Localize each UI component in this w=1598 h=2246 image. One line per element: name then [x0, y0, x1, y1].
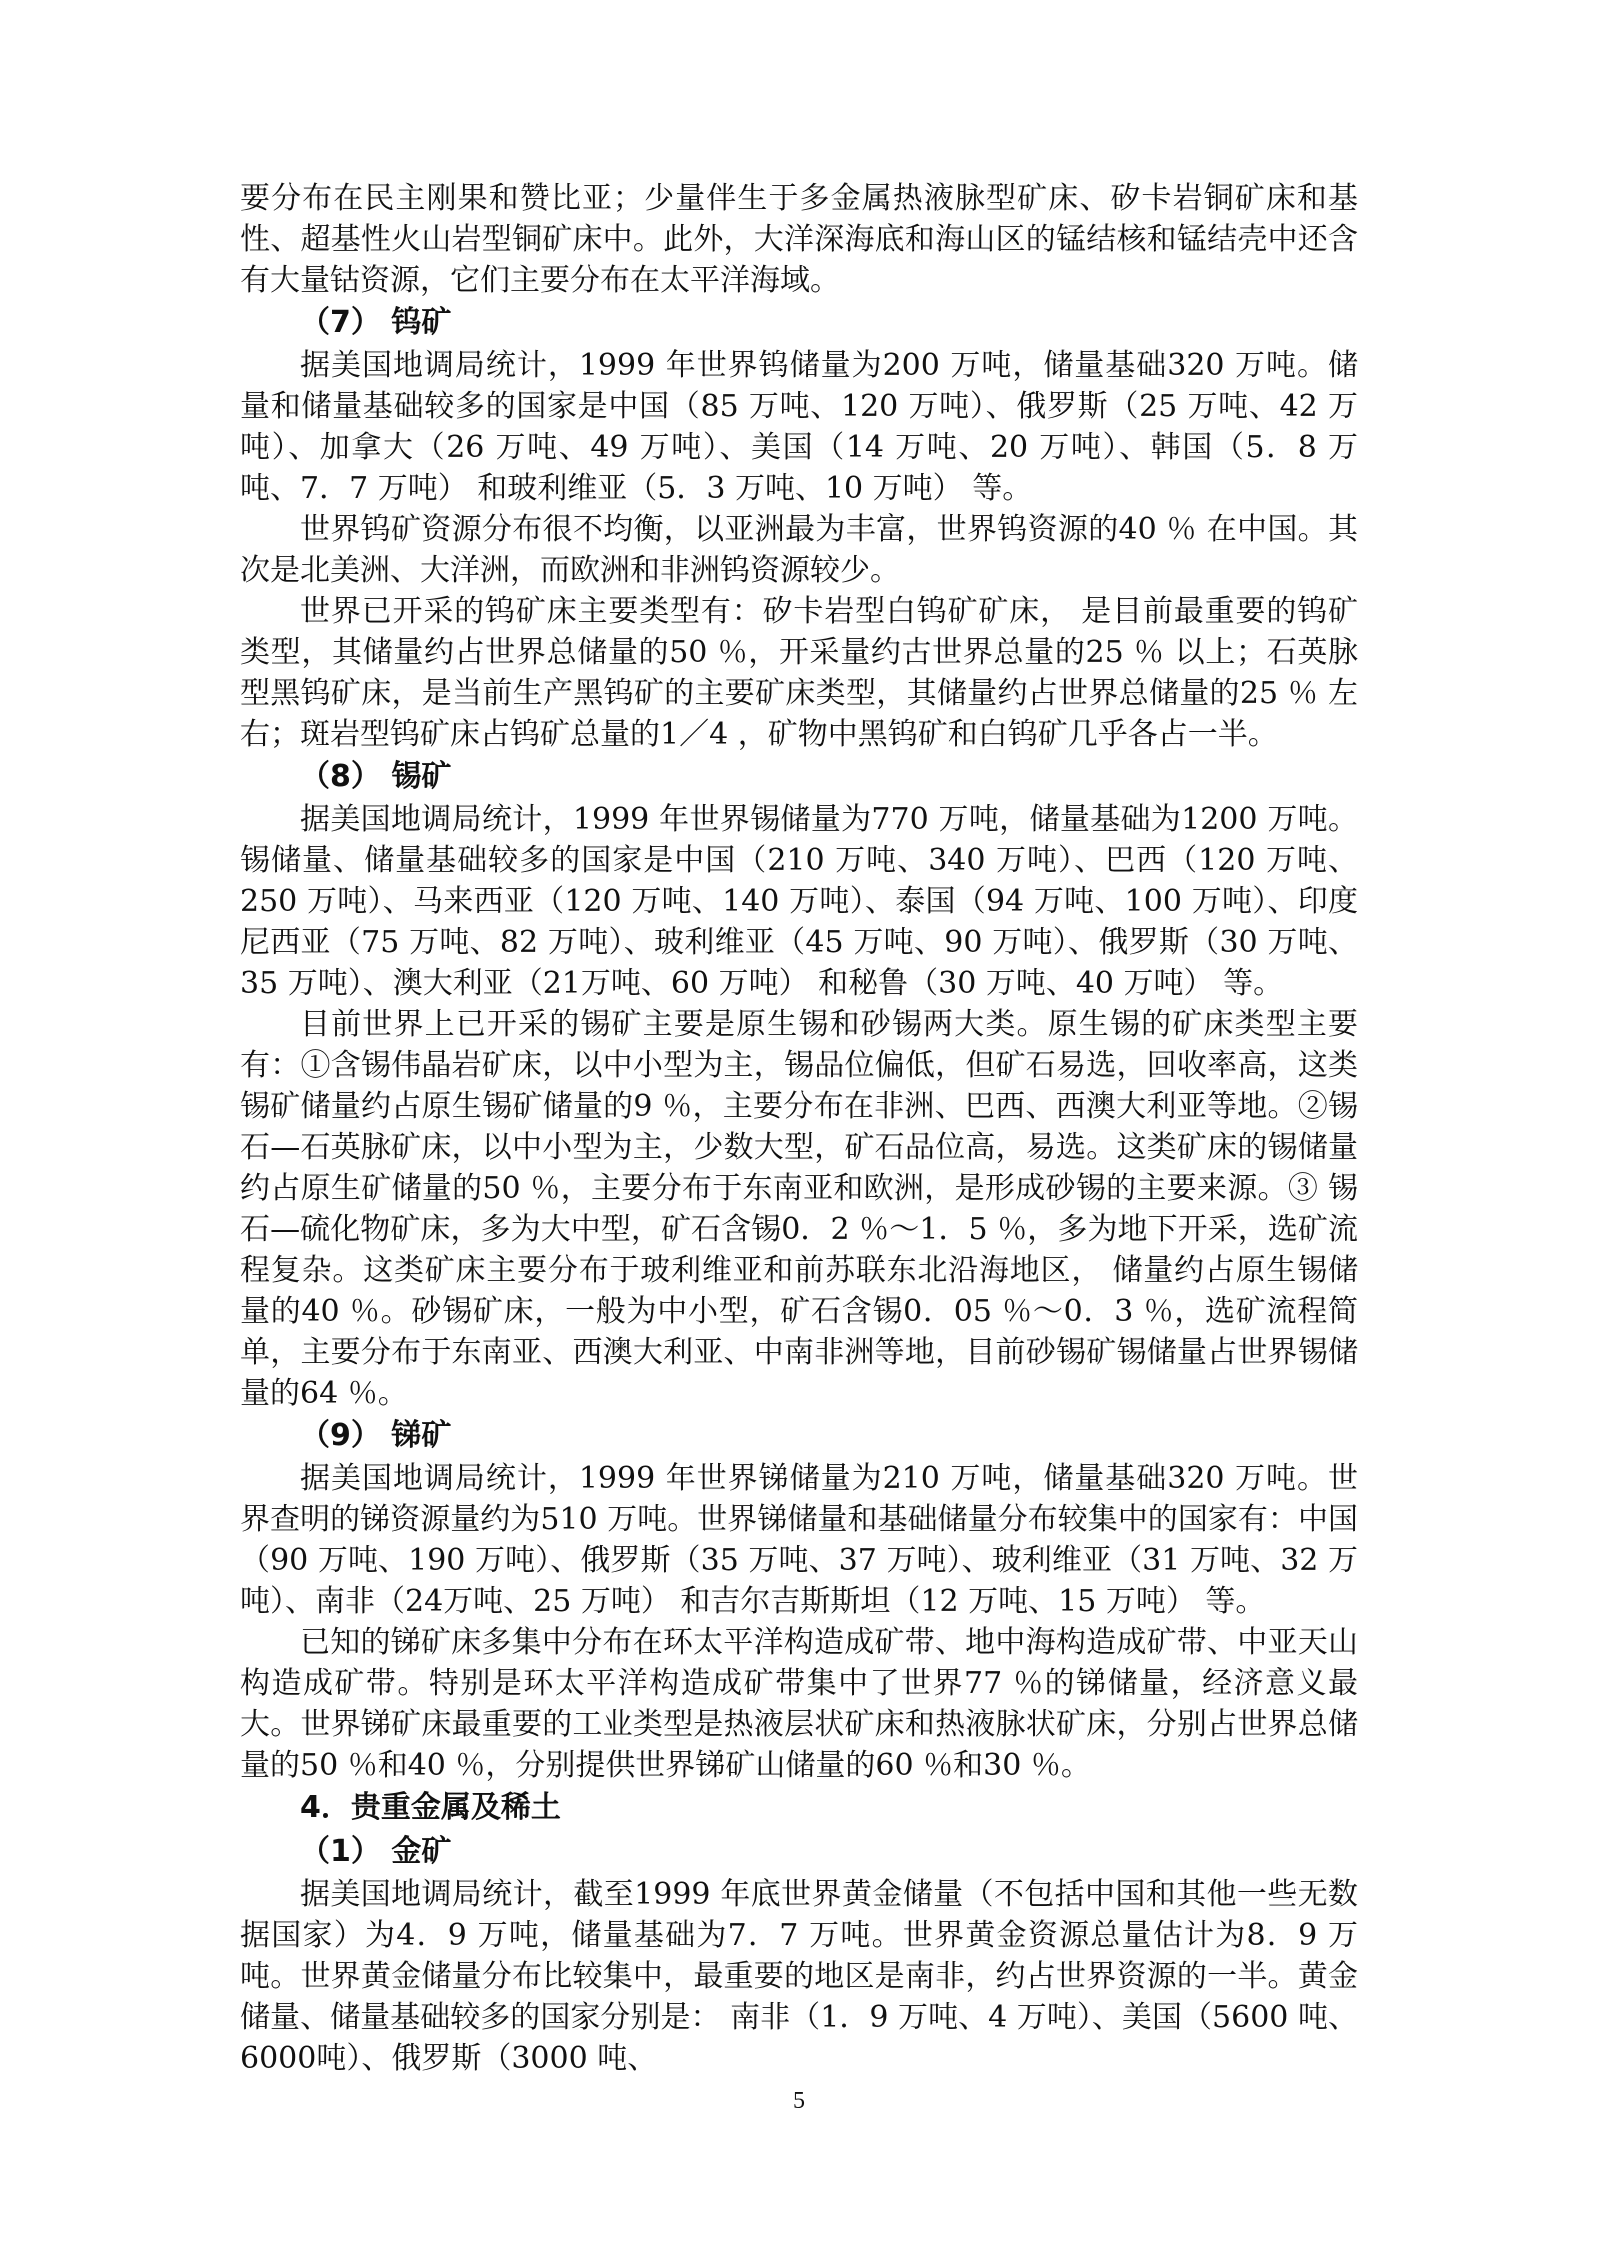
heading-gold: （1） 金矿 [300, 1834, 452, 1869]
paragraph-tin-deposit-types: 目前世界上已开采的锡矿主要是原生锡和砂锡两大类。原生锡的矿床类型主要有：①含锡伟晶岩矿床，以中小型为主，锡品位偏低，但矿石易选，回收率高，这类锡矿储量约占原生锡矿储量的9 ％，主要分布在非洲、巴西、西澳大利亚等地。②锡石—石英脉矿床，以中小型为主，少数大型，矿石品位高，易选。这类矿床的锡储量约占原生矿储量的50 ％，主要分布于东南亚和欧洲，是形成砂锡的主要来源。③ 锡石—硫化物矿床，多为大中型，矿石含锡0．2 ％～1．5 ％，多为地下开采，选矿流程复杂。这类矿床主要分布于玻利维亚和前苏联东北沿海地区， 储量约占原生锡储量的40 ％。砂锡矿床，一般为中小型，矿石含锡0．05 ％～0．3 ％，选矿流程简单，主要分布于东南亚、西澳大利亚、中南非洲等地，目前砂锡矿锡储量占世界锡储量的64 ％。 [240, 1007, 1358, 1411]
paragraph-tungsten-reserves: 据美国地调局统计，1999 年世界钨储量为200 万吨，储量基础320 万吨。储量和储量基础较多的国家是中国（85 万吨、120 万吨）、俄罗斯（25 万吨、42 万吨）、加拿大（26 万吨、49 万吨）、美国（14 万吨、20 万吨）、韩国（5．8 万吨、7．7 万吨） 和玻利维亚（5．3 万吨、10 万吨） 等。 [240, 348, 1358, 506]
page-number: 5 [793, 2088, 805, 2114]
page-body [240, 178, 1358, 2079]
paragraph-cobalt-distribution: 要分布在民主刚果和赞比亚；少量伴生于多金属热液脉型矿床、矽卡岩铜矿床和基性、超基性火山岩型铜矿床中。此外，大洋深海底和海山区的锰结核和锰结壳中还含有大量钴资源，它们主要分布在太平洋海域。 [240, 181, 1358, 298]
paragraph-tungsten-distribution: 世界钨矿资源分布很不均衡，以亚洲最为丰富，世界钨资源的40 ％ 在中国。其次是北美洲、大洋洲，而欧洲和非洲钨资源较少。 [240, 512, 1358, 588]
paragraph-antimony-reserves: 据美国地调局统计，1999 年世界锑储量为210 万吨，储量基础320 万吨。世界查明的锑资源量约为510 万吨。世界锑储量和基础储量分布较集中的国家有：中国（90 万吨、190 万吨）、俄罗斯（35 万吨、37 万吨）、玻利维亚（31 万吨、32 万吨）、南非（24万吨、25 万吨） 和吉尔吉斯斯坦（12 万吨、15 万吨） 等。 [240, 1461, 1358, 1619]
heading-antimony: （9） 锑矿 [300, 1418, 452, 1453]
paragraph-gold-reserves: 据美国地调局统计，截至1999 年底世界黄金储量（不包括中国和其他一些无数据国家）为4．9 万吨，储量基础为7．7 万吨。世界黄金资源总量估计为8．9 万吨。世界黄金储量分布比较集中，最重要的地区是南非，约占世界资源的一半。黄金储量、储量基础较多的国家分别是： 南非（1．9 万吨、4 万吨）、美国（5600 吨、6000吨）、俄罗斯（3000 吨、 [240, 1877, 1358, 2076]
heading-precious-metals: 4．贵重金属及稀土 [300, 1790, 561, 1825]
paragraph-antimony-deposits: 已知的锑矿床多集中分布在环太平洋构造成矿带、地中海构造成矿带、中亚天山构造成矿带。特别是环太平洋构造成矿带集中了世界77 ％的锑储量，经济意义最大。世界锑矿床最重要的工业类型是热液层状矿床和热液脉状矿床，分别占世界总储量的50 ％和40 ％，分别提供世界锑矿山储量的60 ％和30 ％。 [240, 1625, 1358, 1783]
heading-tin: （8） 锡矿 [300, 759, 452, 794]
heading-tungsten: （7） 钨矿 [300, 305, 452, 340]
paragraph-tin-reserves: 据美国地调局统计，1999 年世界锡储量为770 万吨，储量基础为1200 万吨。锡储量、储量基础较多的国家是中国（210 万吨、340 万吨）、巴西（120 万吨、250 万吨）、马来西亚（120 万吨、140 万吨）、泰国（94 万吨、100 万吨）、印度尼西亚（75 万吨、82 万吨）、玻利维亚（45 万吨、90 万吨）、俄罗斯（30 万吨、35 万吨）、澳大利亚（21万吨、60 万吨） 和秘鲁（30 万吨、40 万吨） 等。 [240, 802, 1358, 1001]
paragraph-tungsten-deposit-types: 世界已开采的钨矿床主要类型有：矽卡岩型白钨矿矿床， 是目前最重要的钨矿类型，其储量约占世界总储量的50 ％，开采量约古世界总量的25 ％ 以上；石英脉型黑钨矿床，是当前生产黑钨矿的主要矿床类型，其储量约占世界总储量的25 ％ 左右；斑岩型钨矿床占钨矿总量的1／4 ，矿物中黑钨矿和白钨矿几乎各占一半。 [240, 594, 1358, 752]
